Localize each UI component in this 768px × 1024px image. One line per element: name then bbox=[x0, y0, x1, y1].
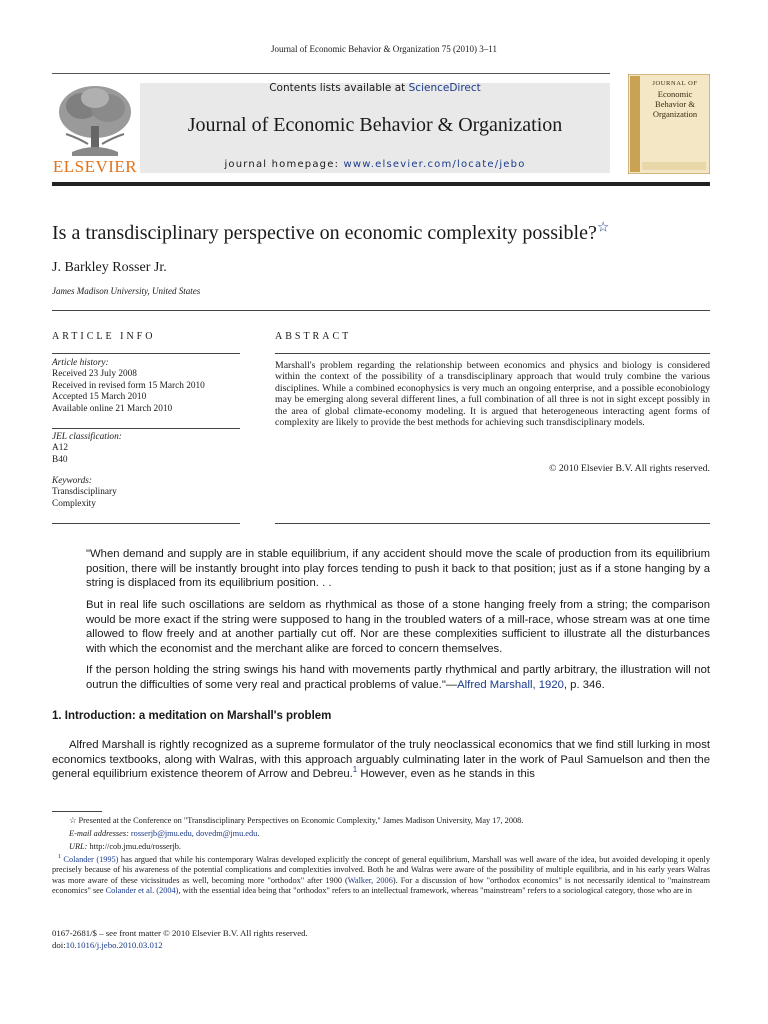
cover-title bbox=[642, 79, 708, 119]
jel-code: B40 bbox=[52, 454, 68, 465]
marshall-citation-link[interactable]: Alfred Marshall, 1920 bbox=[457, 678, 564, 691]
url-value[interactable]: http://cob.jmu.edu/rosserjb. bbox=[89, 842, 182, 851]
history-online: Available online 21 March 2010 bbox=[52, 403, 173, 414]
epigraph-paragraph-3 bbox=[86, 663, 710, 692]
history-label: Article history: bbox=[52, 358, 109, 368]
sciencedirect-link[interactable]: ScienceDirect bbox=[408, 82, 481, 94]
email-end: . bbox=[257, 829, 260, 838]
author-affiliation: James Madison University, United States bbox=[52, 286, 201, 296]
article-info-rule-3 bbox=[52, 523, 240, 524]
colander-1995-link[interactable]: Colander (1995) bbox=[63, 855, 119, 864]
cover-line-3: Behavior & bbox=[655, 99, 695, 109]
issn-line: 0167-2681/$ – see front matter © 2010 Elsevier B.V. All rights reserved. bbox=[52, 928, 308, 938]
elsevier-logo[interactable] bbox=[52, 82, 138, 178]
journal-title: Journal of Economic Behavior & Organization bbox=[187, 114, 563, 136]
author-name: J. Barkley Rosser Jr. bbox=[52, 260, 167, 275]
email-label: E-mail addresses: bbox=[69, 829, 129, 838]
footnote-star bbox=[52, 816, 710, 826]
article-info-rule-2 bbox=[52, 428, 240, 429]
title-rule bbox=[52, 310, 710, 311]
star-mark: ☆ bbox=[69, 816, 77, 825]
epigraph-text: If the person holding the string swings his hand with movements partly rhythmical and partly arbitrary, the illustration will not outrun the difficulties of some very real and practical problems of value."— bbox=[86, 664, 710, 691]
doi-line bbox=[52, 940, 163, 951]
url-label: URL: bbox=[69, 842, 88, 851]
jel-code: A12 bbox=[52, 443, 69, 454]
colander-2004-link[interactable]: Colander et al. (2004) bbox=[105, 886, 179, 896]
footnote-url bbox=[52, 842, 710, 852]
section-heading: 1. Introduction: a meditation on Marshall's problem bbox=[52, 710, 332, 722]
keywords bbox=[52, 476, 240, 510]
article-info-rule-1 bbox=[52, 353, 240, 354]
jel-classification bbox=[52, 432, 240, 466]
article-title-text: Is a transdisciplinary perspective on economic complexity possible? bbox=[52, 222, 597, 244]
history-revised: Received in revised form 15 March 2010 bbox=[52, 380, 205, 391]
abstract-copyright: © 2010 Elsevier B.V. All rights reserved. bbox=[549, 463, 710, 474]
footnote-1-text-1: has argued that while his contemporary Walras developed explicitly the concept of general equilibrium, Marshall was well aware of the idea, but avoided developing it openly precisely because of his awareness of the potential complications and complexities involved. Both he and Walras were aware of the possibility of multiple equilibria, and in his early years Walras was more aware of these vicissitudes as well, becoming more "orthodox" after 1900 ( bbox=[52, 855, 710, 885]
footnote-1-text-3: , with the essential idea being that "orthodox" refers to an intellectual framework, whereas "mainstream" refers to a sociological category, those who are in bbox=[178, 886, 692, 896]
footnote-rule bbox=[52, 811, 102, 812]
header-rule bbox=[52, 182, 710, 186]
contents-prefix: Contents lists available at bbox=[269, 82, 409, 94]
footnote-email bbox=[52, 829, 710, 839]
journal-homepage bbox=[140, 159, 610, 170]
cover-line-1: JOURNAL OF bbox=[652, 80, 698, 87]
running-head: Journal of Economic Behavior & Organization 75 (2010) 3–11 bbox=[271, 44, 497, 54]
keywords-label: Keywords: bbox=[52, 476, 92, 486]
homepage-link[interactable]: www.elsevier.com/locate/jebo bbox=[343, 159, 526, 170]
journal-cover[interactable] bbox=[628, 74, 710, 174]
abstract-rule-bottom bbox=[275, 523, 710, 524]
article-info-heading: ARTICLE INFO bbox=[52, 331, 156, 342]
footnote-1-number: 1 bbox=[58, 854, 61, 861]
publisher-name: ELSEVIER bbox=[52, 157, 138, 176]
cover-line-2: Economic bbox=[657, 89, 693, 99]
footnote-1 bbox=[52, 855, 710, 897]
body-paragraph bbox=[52, 738, 710, 782]
jel-label: JEL classification: bbox=[52, 432, 122, 442]
star-footnote-text: Presented at the Conference on "Transdisciplinary Perspectives on Economic Complexity," James Madison University, May 17, 2008. bbox=[78, 816, 524, 825]
history-accepted: Accepted 15 March 2010 bbox=[52, 392, 147, 403]
epigraph-paragraph-1: "When demand and supply are in stable equilibrium, if any accident should move the scale of production from its equilibrium position, there will be instantly brought into play forces tending to push it back to that position; just as if a stone hanging by a string is displaced from its equilibrium position. . . bbox=[86, 548, 710, 589]
cover-line-4: Organization bbox=[652, 109, 698, 119]
abstract-rule-top bbox=[275, 353, 710, 354]
doi-label: doi: bbox=[52, 940, 66, 950]
footnote-1-text-2: ). For a discussion of how "orthodox economics" is not necessarily identical to "mainstream economics" see bbox=[52, 875, 710, 896]
footnote-1-mark bbox=[52, 855, 61, 864]
article-history bbox=[52, 358, 240, 415]
doi-link[interactable]: 10.1016/j.jebo.2010.03.012 bbox=[65, 940, 163, 950]
contents-line bbox=[140, 82, 610, 94]
epigraph-paragraph-2: But in real life such oscillations are seldom as rhythmical as those of a stone hanging freely from a string; the comparison would be more exact if the string were supposed to hang in the troubled waters of a mill-race, whose stream was at one time allowed to flow freely and at another partially cut off. Nor are these complexities sufficient to illustrate all the disturbances with which the economist and the merchant alike are forced to concern themselves. bbox=[86, 599, 710, 655]
title-footnote-star[interactable]: ☆ bbox=[596, 220, 610, 236]
top-rule bbox=[52, 73, 610, 74]
abstract-text: Marshall's problem regarding the relationship between economics and physics and biology is considered within the context of the possibility of a transdisciplinary approach that would truly combine the various disciplines. While a combined econophysics is very much an ongoing enterprise, and a possible econobiology may be emerging along several different lines, a full combination of all three is not in sight except possibly in the area of global climate-economy modeling. It is argued that heterogeneous interacting agent forms of complexity are likely to provide the best methods for achieving such transdisciplinary models. bbox=[275, 360, 710, 429]
epigraph-page: , p. 346. bbox=[563, 678, 605, 691]
walker-2006-link[interactable]: Walker, 2006 bbox=[347, 875, 393, 885]
keyword: Complexity bbox=[52, 498, 96, 509]
homepage-prefix: journal homepage: bbox=[224, 159, 344, 170]
body-text: Alfred Marshall is rightly recognized as a supreme formulator of the truly neoclassical economics that we find still lurking in most economics textbooks, along with Walras, with this approach arguably culminating later in the work of Paul Samuelson and then the general equilibrium existence theorem of Arrow and Debreu. bbox=[52, 739, 710, 780]
footnote-1-ref[interactable]: 1 bbox=[352, 765, 358, 775]
history-received: Received 23 July 2008 bbox=[52, 369, 137, 380]
abstract-heading: ABSTRACT bbox=[275, 331, 352, 342]
body-text-cont: However, even as he stands in this bbox=[357, 768, 535, 780]
email-links[interactable]: rosserjb@jmu.edu, dovedm@jmu.edu bbox=[130, 829, 258, 838]
article-title bbox=[52, 222, 609, 245]
keyword: Transdisciplinary bbox=[52, 487, 117, 498]
